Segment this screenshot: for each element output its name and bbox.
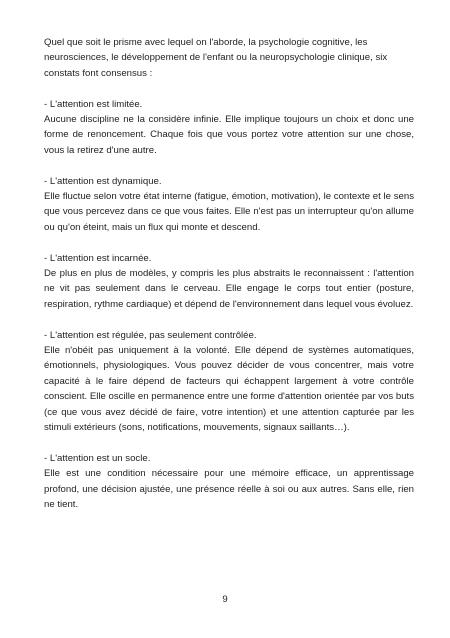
section-embodied [44, 251, 414, 313]
section-heading: - L'attention est un socle. [44, 452, 151, 464]
page-number: 9 [222, 594, 228, 605]
section-limited [44, 97, 414, 159]
section-heading: - L'attention est incarnée. [44, 252, 152, 264]
section-body: Elle fluctue selon votre état interne (fatigue, émotion, motivation), le contexte et le sens que vous percevez dans ce que vous faites. Elle n'est pas un interrupteur qu'on allume ou qu'on éteint, mais un flux qui monte et descend. [44, 191, 414, 233]
section-heading: - L'attention est régulée, pas seulement contrôlée. [44, 329, 257, 341]
intro-paragraph: Quel que soit le prisme avec lequel on l'aborde, la psychologie cognitive, les neurosciences, le développement de l'enfant ou la neuropsychologie clinique, six constats font consensus : [44, 37, 388, 79]
document-page [44, 35, 414, 528]
section-body: Aucune discipline ne la considère infinie. Elle implique toujours un choix et donc une forme de renoncement. Chaque fois que vous portez votre attention sur une chose, vous la retirez d'une autre. [44, 114, 414, 156]
section-regulated [44, 328, 414, 436]
section-heading: - L'attention est limitée. [44, 98, 143, 110]
section-body: De plus en plus de modèles, y compris les plus abstraits le reconnaissent : l'attention ne vit pas seulement dans le cerveau. Elle engage le corps tout entier (posture, respiration, rythme cardiaque) et dépend de l'environnement dans lequel vous évoluez. [44, 268, 414, 310]
section-body: Elle n'obéit pas uniquement à la volonté. Elle dépend de systèmes automatiques, émotionnels, physiologiques. Vous pouvez décider de vous concentrer, mais votre capacité à le faire dépend de facteurs qui échappent largement à votre contrôle conscient. Elle oscille en permanence entre une forme d'attention orientée par vos buts (ce que vous avez décidé de faire, votre intention) et une attention capturée par les stimuli extérieurs (sons, notifications, mouvements, signaux saillants…). [44, 345, 414, 434]
section-foundation [44, 451, 414, 513]
section-dynamic [44, 174, 414, 236]
section-body: Elle est une condition nécessaire pour une mémoire efficace, un apprentissage profond, une décision ajustée, une présence réelle à soi ou aux autres. Sans elle, rien ne tient. [44, 468, 414, 511]
section-heading: - L'attention est dynamique. [44, 175, 162, 187]
